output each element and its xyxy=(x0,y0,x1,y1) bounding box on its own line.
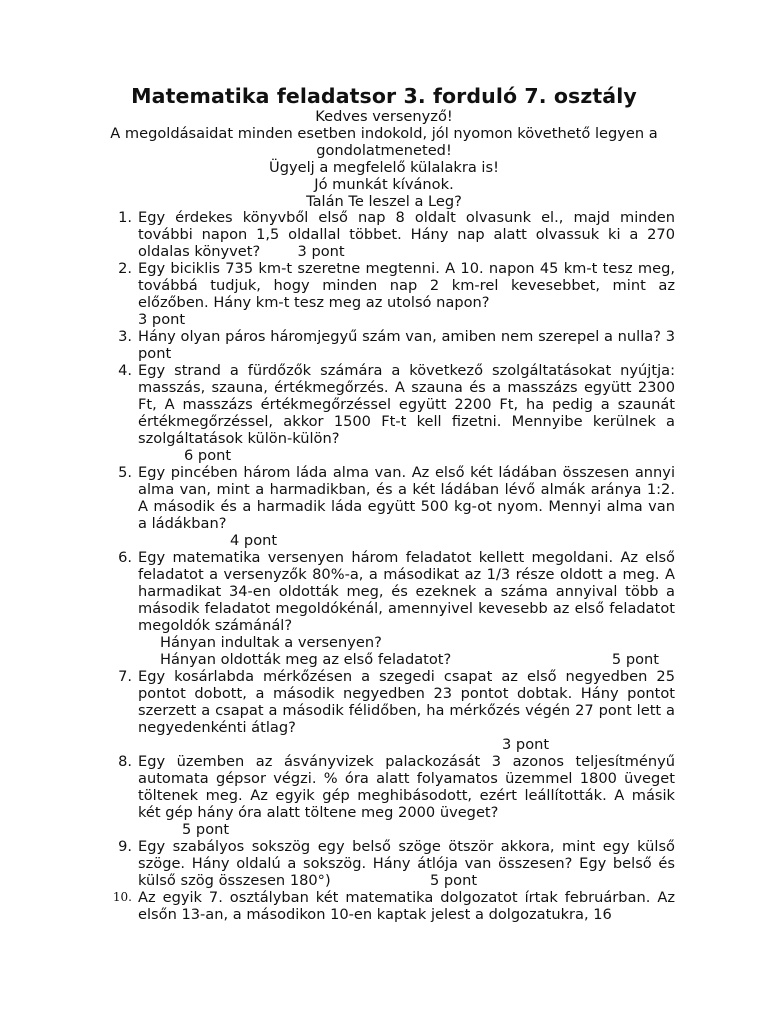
problem-body: Egy biciklis 735 km-t szeretne megtenni. A 10. napon 45 km-t tesz meg, továbbá tudjuk, hogy minden nap 2 km-rel kevesebbet, mint az előzőben. Hány km-t tesz meg az utolsó napon? xyxy=(138,260,675,311)
problem-item xyxy=(0,362,768,464)
problem-text xyxy=(138,328,675,362)
document-title: Matematika feladatsor 3. forduló 7. osztály xyxy=(131,84,637,108)
problem-text xyxy=(138,668,675,753)
problem-body: Egy pincében három láda alma van. Az első két ládában összesen annyi alma van, mint a harmadikban, és a két ládában lévő almák aránya 1:2. A második és a harmadik láda együtt 500 kg-ot nyom. Mennyi alma van a ládákban? xyxy=(138,464,675,532)
problem-item xyxy=(0,464,768,549)
problem-body: Egy matematika versenyen három feladatot kellett megoldani. Az első feladatot a versenyzők 80%-a, a másodikat az 1/3 része oldott a meg. A harmadikat 34-en oldották meg, és ezeknek a száma annyival több a második feladatot megoldókénál, amennyivel kevesebb az első feladatot megoldók számánál? xyxy=(138,549,675,634)
problem-question-row xyxy=(138,651,675,668)
problem-number: 6. xyxy=(118,549,132,566)
problem-number: 5. xyxy=(118,464,132,481)
problem-text xyxy=(138,549,675,668)
problem-points: 5 pont xyxy=(429,872,478,889)
problem-points: 5 pont xyxy=(182,821,230,838)
intro-line: Talán Te leszel a Leg? xyxy=(306,193,462,210)
problem-item xyxy=(0,668,768,753)
problem-item xyxy=(0,889,768,923)
problem-body: Egy strand a fürdőzők számára a következő szolgáltatásokat nyújtja: masszás, szauna, értékmegőrzés. A szauna és a masszázs együtt 2300 Ft, A masszázs értékmegőrzéssel együtt 2200 Ft, ha pedig a szaunát értékmegőrzéssel, akkor 1500 Ft-t kell fizetni. Mennyibe kerülnek a szolgáltatások külön-külön? xyxy=(138,362,675,447)
problem-number: 7. xyxy=(118,668,132,685)
problem-points: 3 pont xyxy=(502,736,550,753)
problem-item xyxy=(0,209,768,260)
problem-text xyxy=(138,464,675,549)
problem-question: Hányan oldották meg az első feladatot? xyxy=(160,651,452,668)
problem-number: 9. xyxy=(118,838,132,855)
problem-number: 3. xyxy=(118,328,132,345)
intro-line: Jó munkát kívánok. xyxy=(314,176,454,193)
problem-body: Egy szabályos sokszög egy belső szöge ötször akkora, mint egy külső szöge. Hány oldalú a sokszög. Hány átlója van összesen? Egy belső és külső szög összesen 180°) xyxy=(138,838,675,889)
problem-points: 5 pont xyxy=(611,651,659,668)
problem-item xyxy=(0,328,768,362)
problem-number: 8. xyxy=(118,753,132,770)
problem-body: Egy kosárlabda mérkőzésen a szegedi csapat az első negyedben 25 pontot dobott, a második negyedben 23 pontot dobtak. Hány pontot szerzett a csapat a második félidőben, ha mérkőzés végén 27 pont lett a negyedenkénti átlag? xyxy=(138,668,675,736)
problem-item xyxy=(0,838,768,889)
problem-number: 4. xyxy=(118,362,132,379)
intro-line: A megoldásaidat minden esetben indokold, jól nyomon követhető legyen a gondolatmeneted! xyxy=(110,125,658,159)
problem-points: 3 pont xyxy=(138,328,675,362)
problem-body: Egy érdekes könyvből első nap 8 oldalt olvasunk el., majd minden további napon 1,5 oldallal többet. Hány nap alatt olvassuk ki a 270 oldalas könyvet? xyxy=(138,209,675,260)
intro-block xyxy=(84,108,684,210)
problem-item xyxy=(0,260,768,328)
problem-points: 3 pont xyxy=(297,243,345,260)
problem-text xyxy=(138,838,675,889)
problem-points: 3 pont xyxy=(138,311,186,328)
problem-points: 6 pont xyxy=(184,447,232,464)
problem-body: Az egyik 7. osztályban két matematika dolgozatot írtak februárban. Az elsőn 13-an, a másodikon 10-en kaptak jelest a dolgozatukra, 16 xyxy=(138,889,675,923)
problem-points: 4 pont xyxy=(230,532,278,549)
problem-body: Egy üzemben az ásványvizek palackozását 3 azonos teljesítményű automata gépsor végzi. % óra alatt folyamatos üzemmel 1800 üveget töltenek meg. Az egyik gép meghibásodott, ezért leállították. A másik két gép hány óra alatt töltene meg 2000 üveget? xyxy=(138,753,675,821)
problem-text xyxy=(138,260,675,328)
problem-item xyxy=(0,753,768,838)
problem-text xyxy=(138,362,675,464)
problem-text xyxy=(138,753,675,838)
problem-body: Hány olyan páros háromjegyű szám van, amiben nem szerepel a nulla? xyxy=(138,328,661,345)
problem-list xyxy=(0,209,768,923)
problem-text xyxy=(138,209,675,260)
problem-item xyxy=(0,549,768,668)
intro-line: Ügyelj a megfelelő külalakra is! xyxy=(269,159,499,176)
problem-number: 2. xyxy=(118,260,132,277)
problem-question: Hányan indultak a versenyen? xyxy=(160,634,382,651)
intro-line: Kedves versenyző! xyxy=(315,108,453,125)
problem-number: 1. xyxy=(118,209,132,226)
problem-number: 10. xyxy=(112,890,132,904)
problem-text xyxy=(138,889,675,923)
